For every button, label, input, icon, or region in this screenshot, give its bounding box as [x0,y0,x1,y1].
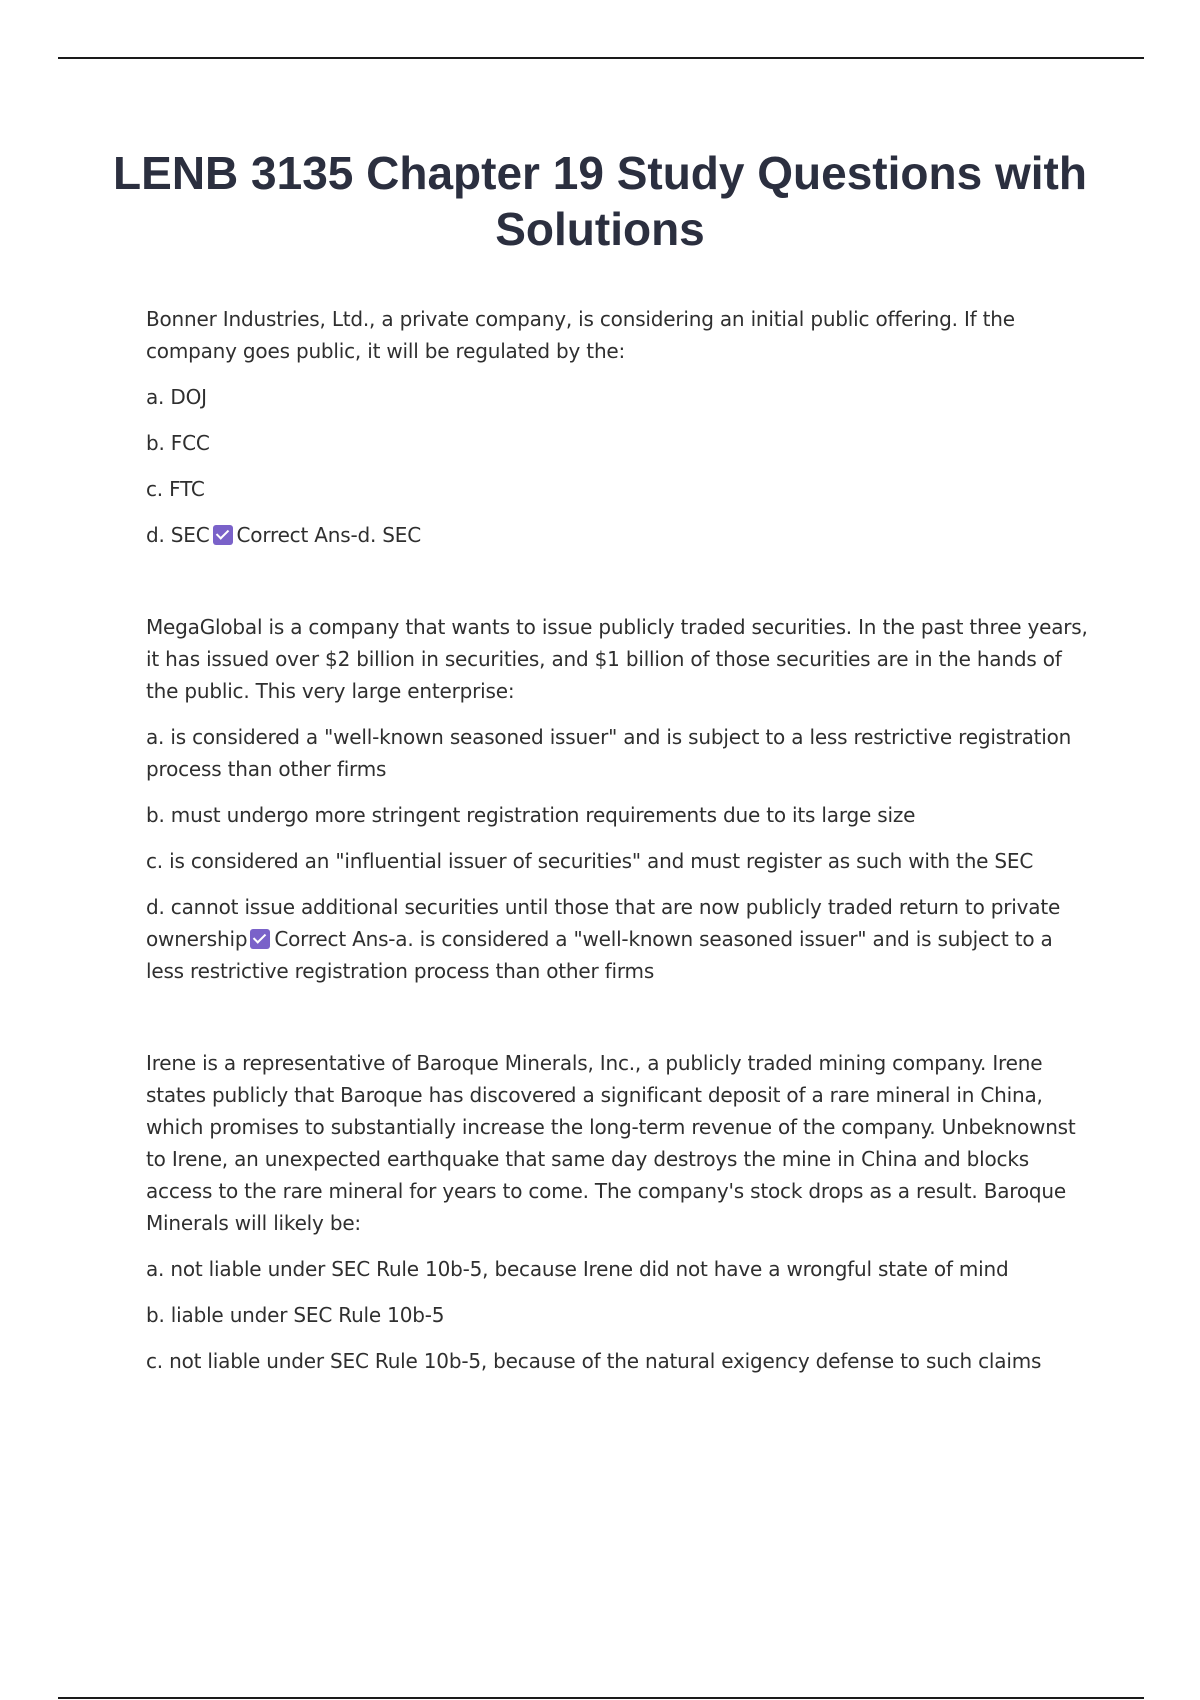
answer-option-text: d. SEC [146,523,210,547]
top-rule [58,57,1144,59]
question-2 [146,611,1091,987]
checkmark-icon [213,525,233,545]
question-stem: MegaGlobal is a company that wants to issue publicly traded securities. In the past three years, it has issued over $2 billion in securities, and $1 billion of those securities are in the hands of the public. This very large enterprise: [146,615,1088,703]
bottom-rule [58,1697,1144,1699]
answer-option-text: d. cannot issue additional securities until those that are now publicly traded return to private ownership [146,895,1061,951]
answer-option: b. FCC [146,431,210,455]
answer-option: c. not liable under SEC Rule 10b-5, because of the natural exigency defense to such claims [146,1349,1042,1373]
document-body [146,303,1091,1437]
answer-option-with-solution [146,891,1091,987]
question-stem: Bonner Industries, Ltd., a private company, is considering an initial public offering. If the company goes public, it will be regulated by the: [146,307,1015,363]
answer-option-with-solution [146,519,1091,551]
question-stem: Irene is a representative of Baroque Minerals, Inc., a publicly traded mining company. Irene states publicly that Baroque has discovered a significant deposit of a rare mineral in China, which promises to substantially increase the long-term revenue of the company. Unbeknownst to Irene, an unexpected earthquake that same day destroys the mine in China and blocks access to the rare mineral for years to come. The company's stock drops as a result. Baroque Minerals will likely be: [146,1051,1076,1235]
question-1 [146,303,1091,551]
answer-option: b. must undergo more stringent registration requirements due to its large size [146,803,916,827]
checkmark-icon [250,929,270,949]
question-3 [146,1047,1091,1377]
answer-option: a. DOJ [146,385,207,409]
correct-answer: Correct Ans-d. SEC [236,523,421,547]
correct-answer: Correct Ans-a. is considered a "well-known seasoned issuer" and is subject to a less restrictive registration process than other firms [146,927,1053,983]
answer-option: c. is considered an "influential issuer of securities" and must register as such with the SEC [146,849,1034,873]
document-title: LENB 3135 Chapter 19 Study Questions with Solutions [113,147,1087,255]
answer-option: a. is considered a "well-known seasoned issuer" and is subject to a less restrictive registration process than other firms [146,725,1072,781]
answer-option: b. liable under SEC Rule 10b-5 [146,1303,445,1327]
answer-option: c. FTC [146,477,205,501]
answer-option: a. not liable under SEC Rule 10b-5, because Irene did not have a wrongful state of mind [146,1257,1009,1281]
